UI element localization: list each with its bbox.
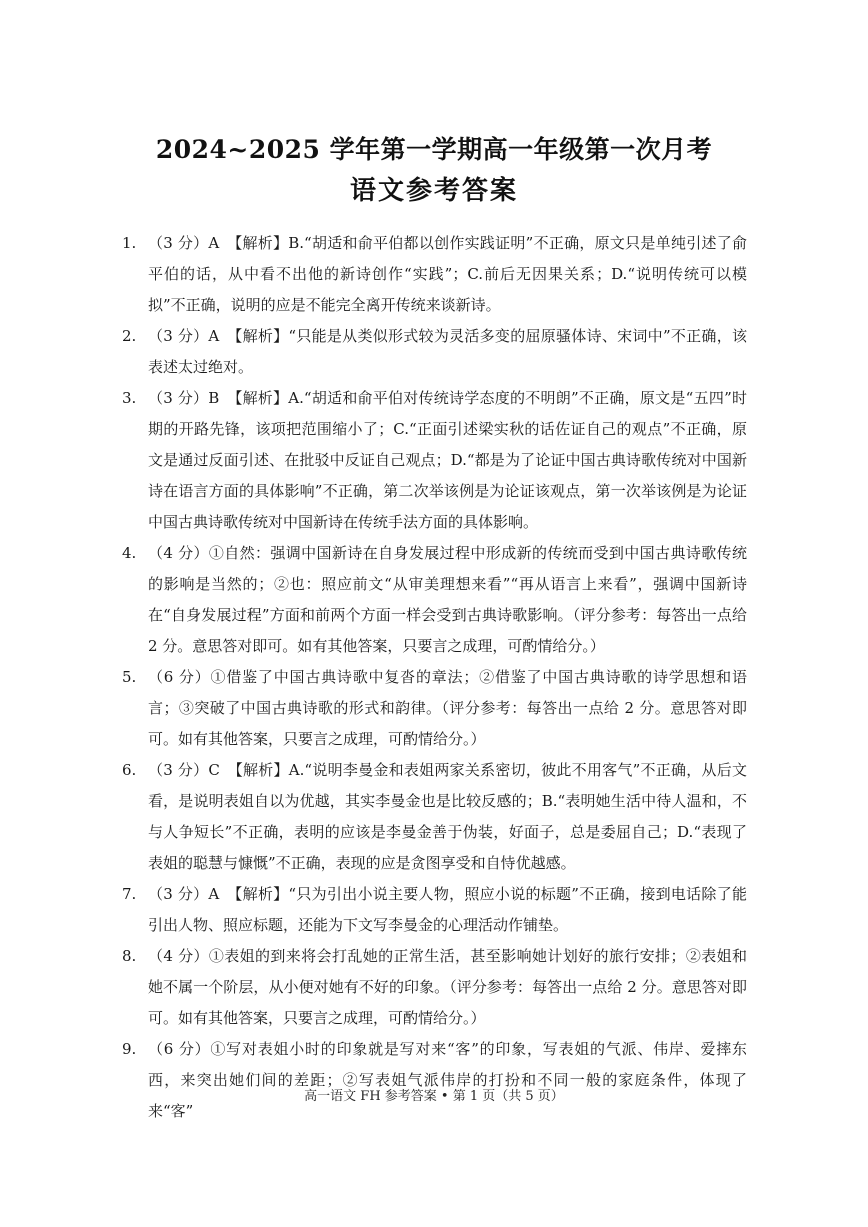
exam-title: 2024~2025 学年第一学期高一年级第一次月考 [155,135,713,164]
answer-item-1 [122,228,747,321]
answer-item-2 [122,321,747,383]
answer-text: （3 分）A 【解析】“只能是从类似形式较为灵活多变的屈原骚体诗、宋词中”不正确，该表述太过绝对。 [148,327,747,376]
answer-number: 4. [122,544,137,562]
answer-text: （4 分）①自然：强调中国新诗在自身发展过程中形成新的传统而受到中国古典诗歌传统的影响是当然的；②也：照应前文“从审美理想来看”“再从语言上来看”，强调中国新诗在“自身发展过程”方面和前两个方面一样会受到古典诗歌影响。（评分参考：每答出一点给 2 分。意思答对即可。如有其他答案，只要言之成理，可酌情给分。） [148,544,747,655]
answer-number: 8. [122,947,137,965]
answer-number: 2. [122,327,137,345]
answer-number: 6. [122,761,137,779]
answer-text: （6 分）①写对表姐小时的印象就是写对来“客”的印象，写表姐的气派、伟岸、爱摔东西，来突出她们间的差距；②写表姐气派伟岸的打扮和不同一般的家庭条件，体现了来“客” [148,1040,747,1120]
answer-text: （3 分）C 【解析】A.“说明李曼金和表姐两家关系密切，彼此不用客气”不正确，从后文看，是说明表姐自以为优越，其实李曼金也是比较反感的；B.“表明她生活中待人温和，不与人争短长”不正确，表明的应该是李曼金善于伪装，好面子，总是委屈自己；D.“表现了表姐的聪慧与慷慨”不正确，表现的应是贪图享受和自恃优越感。 [148,761,747,872]
answer-item-8 [122,941,747,1034]
answer-number: 7. [122,885,137,903]
answer-text: （6 分）①借鉴了中国古典诗歌中复沓的章法；②借鉴了中国古典诗歌的诗学思想和语言；③突破了中国古典诗歌的形式和韵律。（评分参考：每答出一点给 2 分。意思答对即可。如有其他答案，只要言之成理，可酌情给分。） [148,668,747,748]
answer-number: 5. [122,668,137,686]
answer-item-7 [122,879,747,941]
page-footer: 高一语文 FH 参考答案 • 第 1 页（共 5 页） [304,1089,564,1104]
answer-item-9 [122,1034,747,1127]
answer-text: （4 分）①表姐的到来将会打乱她的正常生活，甚至影响她计划好的旅行安排；②表姐和她不属一个阶层，从小便对她有不好的印象。（评分参考：每答出一点给 2 分。意思答对即可。如有其他答案，只要言之成理，可酌情给分。） [148,947,747,1027]
answer-number: 1. [122,234,137,252]
answer-item-3 [122,383,747,538]
answer-number: 9. [122,1040,137,1058]
answer-text: （3 分）A 【解析】B.“胡适和俞平伯都以创作实践证明”不正确，原文只是单纯引述了俞平伯的话，从中看不出他的新诗创作“实践”；C.前后无因果关系；D.“说明传统可以模拟”不正确，说明的应是不能完全离开传统来谈新诗。 [148,234,747,314]
answer-text: （3 分）B 【解析】A.“胡适和俞平伯对传统诗学态度的不明朗”不正确，原文是“五四”时期的开路先锋，该项把范围缩小了；C.“正面引述梁实秋的话佐证自己的观点”不正确，原文是通过反面引述、在批驳中反证自己观点；D.“都是为了论证中国古典诗歌传统对中国新诗在语言方面的具体影响”不正确，第二次举该例是为论证该观点，第一次举该例是为论证中国古典诗歌传统对中国新诗在传统手法方面的具体影响。 [148,389,747,531]
answer-list [122,228,747,1127]
answer-item-5 [122,662,747,755]
answer-item-6 [122,755,747,879]
answer-text: （3 分）A 【解析】“只为引出小说主要人物，照应小说的标题”不正确，接到电话除了能引出人物、照应标题，还能为下文写李曼金的心理活动作铺垫。 [148,885,747,934]
answer-key-title: 语文参考答案 [349,176,518,206]
answer-item-4 [122,538,747,662]
answer-number: 3. [122,389,137,407]
